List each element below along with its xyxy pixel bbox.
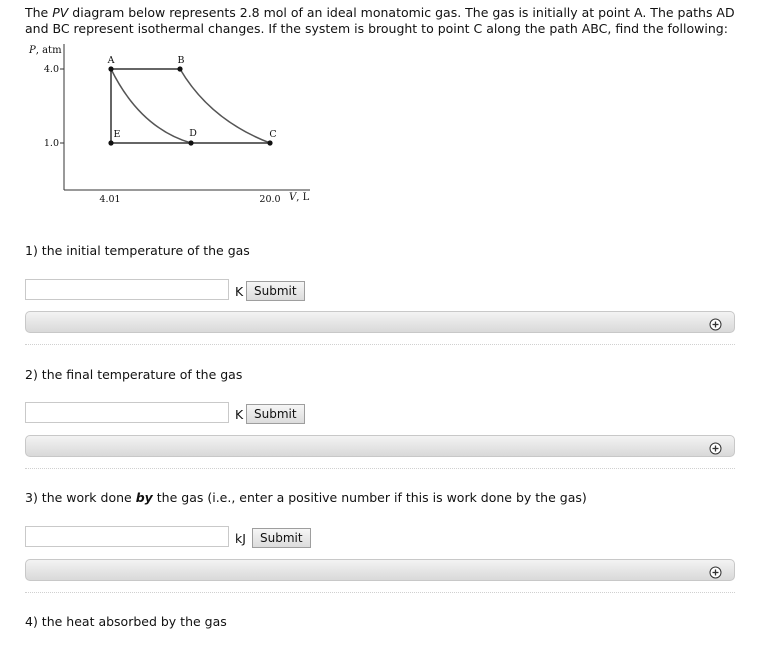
question-4-text: 4) the heat absorbed by the gas — [25, 614, 227, 629]
y-tick-label-4: 4.0 — [43, 64, 59, 75]
question-1-text: 1) the initial temperature of the gas — [25, 243, 250, 258]
point-A — [108, 66, 113, 71]
y-axis-title: P, atm — [29, 45, 62, 56]
unit-label-2: K — [235, 407, 244, 422]
submit-button-1[interactable]: Submit — [246, 281, 305, 301]
x-tick-label-20: 20.0 — [259, 194, 281, 205]
question-3-emphasis: by — [135, 490, 153, 505]
question-3-text-pre: 3) the work done — [25, 490, 136, 505]
hint-expander-2[interactable] — [25, 435, 735, 457]
label-B: B — [177, 55, 185, 66]
x-tick-label-4: 4.01 — [99, 194, 121, 205]
plus-circle-icon — [709, 564, 722, 583]
submit-button-2[interactable]: Submit — [246, 404, 305, 424]
submit-button-3[interactable]: Submit — [252, 528, 311, 548]
label-E: E — [113, 129, 121, 140]
point-D — [188, 140, 193, 145]
y-tick-label-1: 1.0 — [43, 138, 59, 149]
section-divider-1 — [25, 344, 735, 345]
point-E — [108, 140, 113, 145]
problem-statement — [25, 5, 745, 37]
plus-circle-icon — [709, 316, 722, 335]
section-divider-3 — [25, 592, 735, 593]
unit-label-1: K — [235, 284, 244, 299]
intro-text-rest: diagram below represents 2.8 mol of an ideal monatomic gas. The gas is initially at point A. The paths AD and BC represent isothermal changes. If the system is brought to point C along the path ABC, find the following: — [25, 5, 735, 36]
label-D: D — [189, 128, 197, 139]
question-2-text: 2) the final temperature of the gas — [25, 367, 243, 382]
question-3-text-post: the gas (i.e., enter a positive number if this is work done by the gas) — [152, 490, 587, 505]
pv-diagram — [20, 40, 320, 212]
answer-input-2[interactable] — [25, 402, 229, 423]
question-3-text — [25, 490, 587, 505]
x-axis-title: V, L — [289, 192, 310, 203]
hint-expander-3[interactable] — [25, 559, 735, 581]
intro-pv-term: PV — [52, 5, 69, 20]
label-C: C — [269, 129, 277, 140]
label-A: A — [107, 55, 115, 66]
point-C — [267, 140, 272, 145]
point-B — [177, 66, 182, 71]
answer-input-1[interactable] — [25, 279, 229, 300]
plus-circle-icon — [709, 440, 722, 459]
isotherm-AD — [111, 69, 191, 143]
answer-input-3[interactable] — [25, 526, 229, 547]
section-divider-2 — [25, 468, 735, 469]
hint-expander-1[interactable] — [25, 311, 735, 333]
unit-label-3: kJ — [235, 531, 246, 546]
intro-text-start: The — [25, 5, 53, 20]
